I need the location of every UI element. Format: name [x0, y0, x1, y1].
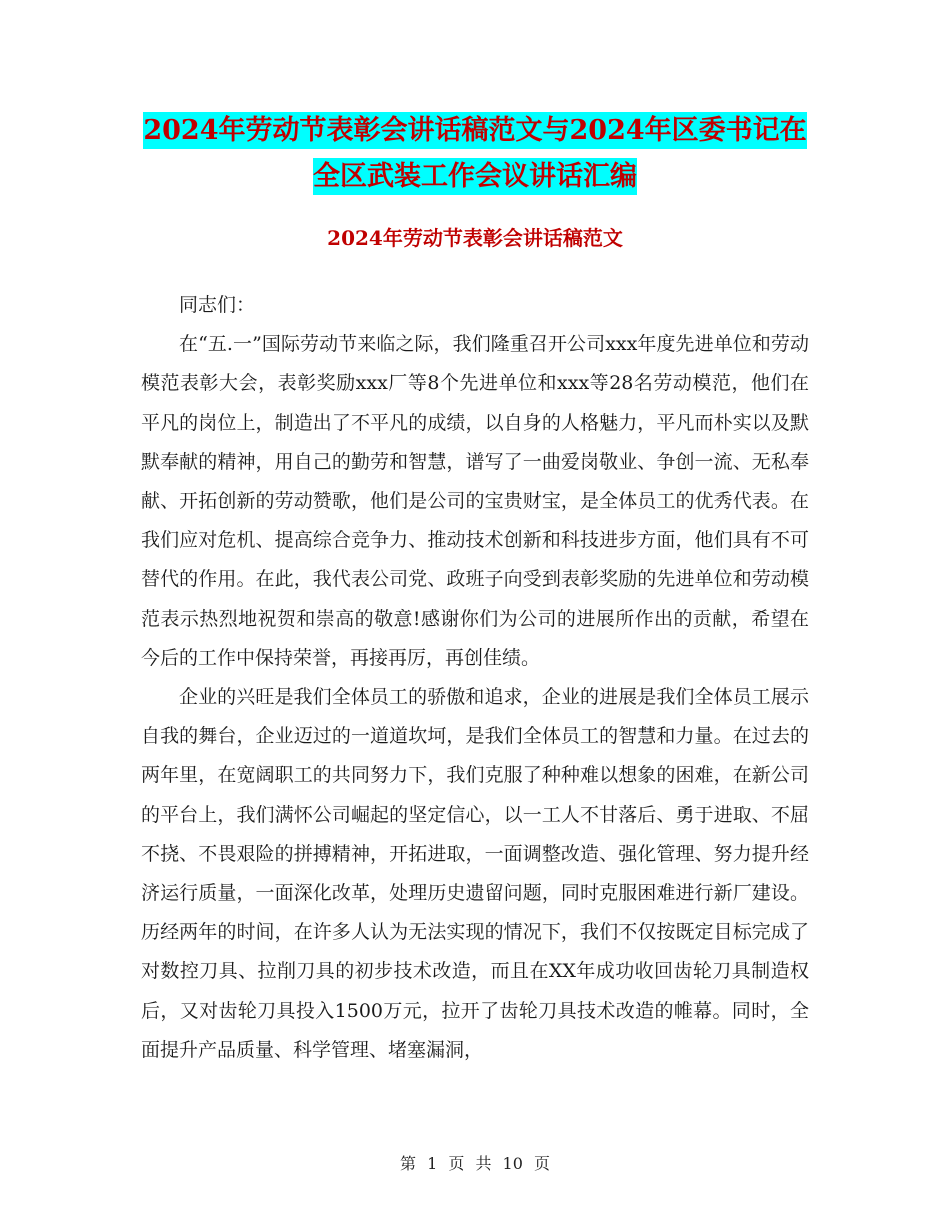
body-paragraph: 企业的兴旺是我们全体员工的骄傲和追求，企业的进展是我们全体员工展示自我的舞台，企业迈过的一道道坎坷，是我们全体员工的智慧和力量。在过去的两年里，在宽阔职工的共同努力下，我们克服了种种难以想象的困难，在新公司的平台上，我们满怀公司崛起的坚定信心，以一工人不甘落后、勇于进取、不屈不挠、不畏艰险的拼搏精神，开拓进取，一面调整改造、强化管理、努力提升经济运行质量，一面深化改革，处理历史遗留问题，同时克服困难进行新厂建设。历经两年的时间，在许多人认为无法实现的情况下，我们不仅按既定目标完成了对数控刀具、拉削刀具的初步技术改造，而且在XX年成功收回齿轮刀具制造权后，又对齿轮刀具投入1500万元，拉开了齿轮刀具技术改造的帷幕。同时，全面提升产品质量、科学管理、堵塞漏洞， [141, 686, 809, 1061]
document-body [141, 286, 809, 1070]
document-title-line-2: 全区武装工作会议讲话汇编 [313, 158, 637, 195]
body-paragraph: 在“五.一”国际劳动节来临之际，我们隆重召开公司xxx年度先进单位和劳动模范表彰大会，表彰奖励xxx厂等8个先进单位和xxx等28名劳动模范，他们在平凡的岗位上，制造出了不平凡的成绩，以自身的人格魅力，平凡而朴实以及默默奉献的精神，用自己的勤劳和智慧，谱写了一曲爱岗敬业、争创一流、无私奉献、开拓创新的劳动赞歌，他们是公司的宝贵财宝，是全体员工的优秀代表。在我们应对危机、提高综合竞争力、推动技术创新和科技进步方面，他们具有不可替代的作用。在此，我代表公司党、政班子向受到表彰奖励的先进单位和劳动模范表示热烈地祝贺和崇高的敬意!感谢你们为公司的进展所作出的贡献，希望在今后的工作中保持荣誉，再接再厉，再创佳绩。 [141, 333, 809, 669]
document-title-line-1: 2024年劳动节表彰会讲话稿范文与2024年区委书记在 [143, 112, 806, 149]
section-title: 2024年劳动节表彰会讲话稿范文 [327, 226, 623, 250]
page-footer: 第 1 页 共 10 页 [400, 1154, 550, 1173]
document-title [0, 108, 950, 200]
salutation-paragraph: 同志们： [179, 294, 256, 316]
